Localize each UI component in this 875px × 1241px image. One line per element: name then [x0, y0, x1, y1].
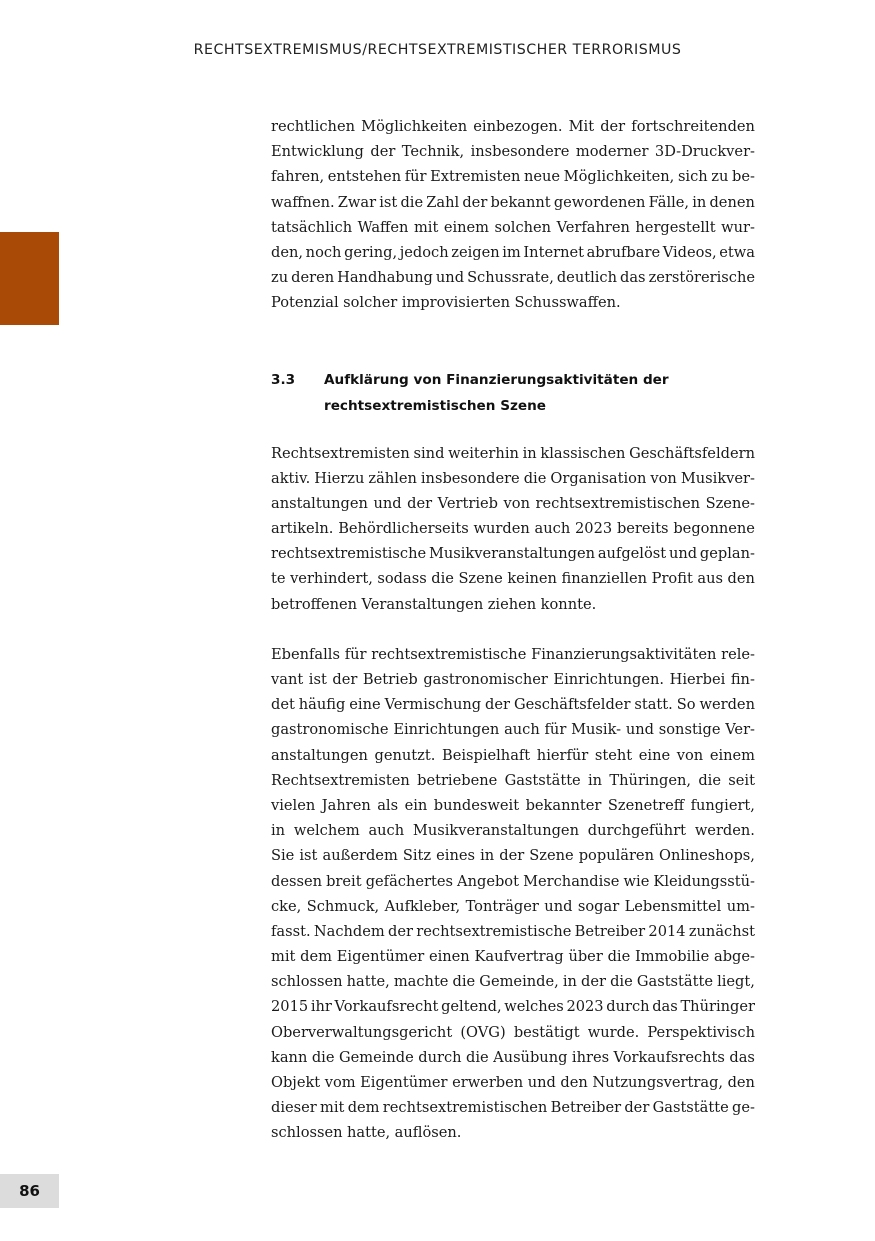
- text-line: gastronomische Einrichtungen auch für Musik- und sonstige Ver-: [271, 721, 755, 739]
- text-line: mit dem Eigentümer einen Kaufvertrag über die Immobilie abge-: [271, 948, 755, 966]
- text-line: vant ist der Betrieb gastronomischer Einrichtungen. Hierbei fin-: [271, 671, 755, 688]
- paragraph: [271, 642, 755, 1146]
- running-head: RECHTSEXTREMISMUS/RECHTSEXTREMISTISCHER TERRORISMUS: [193, 42, 682, 58]
- section-heading: [271, 367, 755, 419]
- text-line: schlossen hatte, auflösen.: [271, 1124, 462, 1142]
- text-line: den, noch gering, jedoch zeigen im Internet abrufbare Videos, etwa: [271, 243, 755, 261]
- text-line: 2015 ihr Vorkaufsrecht geltend, welches 2023 durch das Thüringer: [271, 998, 755, 1016]
- paragraph: [271, 441, 755, 617]
- text-line: artikeln. Behördlicherseits wurden auch 2023 bereits begonnene: [271, 520, 755, 538]
- text-line: kann die Gemeinde durch die Ausübung ihres Vorkaufsrechts das: [271, 1048, 755, 1066]
- text-line: Rechtsextremisten sind weiterhin in klassischen Geschäftsfeldern: [271, 444, 755, 462]
- text-line: Rechtsextremisten betriebene Gaststätte in Thüringen, die seit: [271, 771, 755, 789]
- section-number: 3.3: [271, 371, 296, 388]
- section-title-line: rechtsextremistischen Szene: [324, 397, 547, 414]
- paragraph: [271, 114, 755, 316]
- text-line: rechtsextremistische Musikveranstaltungen aufgelöst und geplan-: [271, 545, 755, 563]
- text-line: fasst. Nachdem der rechtsextremistische Betreiber 2014 zunächst: [271, 922, 755, 940]
- page-number: 86: [0, 1174, 59, 1208]
- text-line: rechtlichen Möglichkeiten einbezogen. Mit der fortschreitenden: [271, 118, 755, 135]
- text-line: betroffenen Veranstaltungen ziehen konnte.: [271, 595, 597, 613]
- main-content: [271, 114, 755, 1146]
- text-line: dessen breit gefächertes Angebot Merchandise wie Kleidungsstü-: [271, 872, 755, 890]
- text-line: aktiv. Hierzu zählen insbesondere die Organisation von Musikver-: [271, 469, 755, 487]
- text-line: zu deren Handhabung und Schussrate, deutlich das zerstörerische: [271, 269, 755, 287]
- text-line: Oberverwaltungsgericht (OVG) bestätigt wurde. Perspektivisch: [271, 1023, 755, 1041]
- text-line: Ebenfalls für rechtsextremistische Finanzierungsaktivitäten rele-: [271, 645, 755, 663]
- text-line: anstaltungen genutzt. Beispielhaft hierfür steht eine von einem: [271, 746, 755, 764]
- paragraphs-top: [271, 114, 755, 316]
- text-line: te verhindert, sodass die Szene keinen finanziellen Profit aus den: [271, 570, 755, 588]
- text-line: schlossen hatte, machte die Gemeinde, in der die Gaststätte liegt,: [271, 973, 755, 991]
- text-line: tatsächlich Waffen mit einem solchen Verfahren hergestellt wur-: [271, 218, 755, 236]
- text-line: dieser mit dem rechtsextremistischen Betreiber der Gaststätte ge-: [271, 1099, 755, 1117]
- text-line: fahren, entstehen für Extremisten neue Möglichkeiten, sich zu be-: [271, 168, 755, 186]
- text-line: Potenzial solcher improvisierten Schusswaffen.: [271, 294, 621, 312]
- section-title: [324, 367, 669, 419]
- text-line: in welchem auch Musikveranstaltungen durchgeführt werden.: [271, 822, 755, 840]
- text-line: Sie ist außerdem Sitz eines in der Szene populären Onlineshops,: [271, 847, 755, 865]
- text-line: anstaltungen und der Vertrieb von rechtsextremistischen Szene-: [271, 494, 755, 512]
- text-line: waffnen. Zwar ist die Zahl der bekannt gewordenen Fälle, in denen: [271, 193, 755, 211]
- text-line: cke, Schmuck, Aufkleber, Tonträger und sogar Lebensmittel um-: [271, 897, 755, 915]
- text-line: det häufig eine Vermischung der Geschäftsfelder statt. So werden: [271, 696, 755, 714]
- chapter-tab-marker: [0, 232, 59, 325]
- text-line: Objekt vom Eigentümer erwerben und den Nutzungsvertrag, den: [271, 1074, 755, 1091]
- text-line: vielen Jahren als ein bundesweit bekannter Szenetreff fungiert,: [271, 796, 755, 814]
- text-line: Entwicklung der Technik, insbesondere moderner 3D-Druckver-: [271, 143, 755, 161]
- paragraphs-bottom: [271, 441, 755, 1146]
- section-title-line: Aufklärung von Finanzierungsaktivitäten der: [324, 371, 669, 388]
